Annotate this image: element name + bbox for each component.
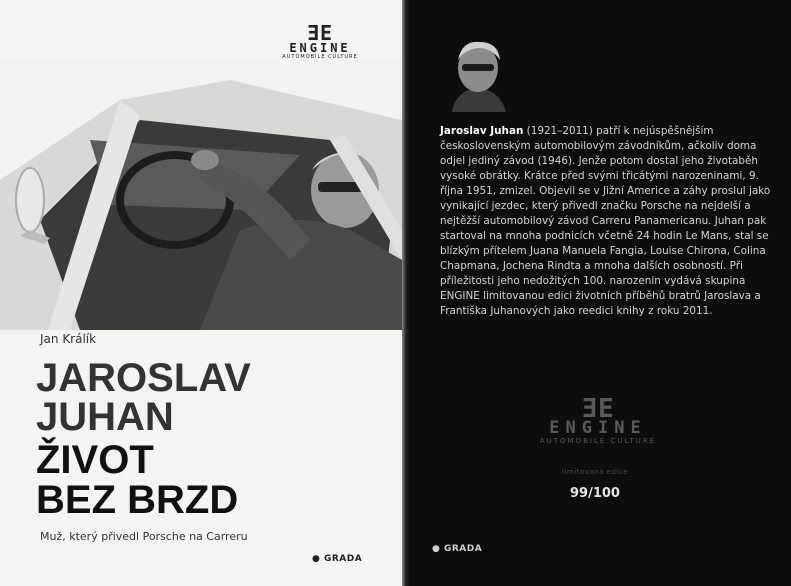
- author-name: Jan Králík: [40, 332, 97, 346]
- engine-sub: AUTOMOBILE CULTURE: [539, 437, 657, 445]
- grada-logo-back: ● GRADA: [432, 544, 483, 554]
- bio-text: (1921–2011) patří k nejúspěšnějším československým automobilovým závodníkům, ačkoliv doma odjel jediný závod (1946). Jenže potom dostal jeho životaběh vysoké obrátky. Krátce před svými třicátými narozeninami, 9. října 1951, zmizel. Objevil se v Jižní Americe a záhy proslul jako vynikající jezdec, který přivedl značku Porsche na nejdelší a nejtěžší automobilový závod Carreru Panamericanu. Juhan pak startoval na mnoha podnicích včetně 24 hodin Le Mans, stal se blízkým přítelem Juana Manuela Fangia, Louise Chirona, Colina Chapmana, Jochena Rindta a mnoha dalších osobností. Při příležitosti jeho nedožitých 100. narozenin vydává skupina ENGINE limitovanou edici životních příběhů bratrů Jaroslava a Františka Juhanových jako reedici knihy z roku 2011.: [440, 125, 771, 317]
- title-line-4: BEZ BRZD: [36, 478, 239, 522]
- grada-logo-front: ● GRADA: [312, 554, 363, 564]
- title-line-3: ŽIVOT: [36, 438, 154, 482]
- engine-mark: ƎE: [306, 21, 334, 45]
- bio-paragraph: [440, 124, 780, 319]
- engine-logo-front: [270, 21, 370, 61]
- engine-logo-back: [508, 394, 688, 446]
- subtitle: Muž, který přivedl Porsche na Carreru: [40, 530, 248, 543]
- title-line-2: JUHAN: [36, 395, 174, 439]
- engine-word: ENGINE: [549, 418, 647, 438]
- engine-word: ENGINE: [289, 41, 351, 55]
- title-line-1: JAROSLAV: [36, 356, 251, 400]
- edition-label: limitovaná edice: [562, 468, 628, 476]
- cover-photo: [0, 60, 402, 330]
- back-cover: [410, 0, 791, 586]
- author-portrait: [442, 32, 514, 112]
- edition-number: 99/100: [570, 486, 620, 501]
- engine-mark: ƎE: [581, 394, 615, 424]
- spine: [402, 0, 410, 586]
- bio-name: Jaroslav Juhan: [440, 125, 524, 137]
- engine-sub: AUTOMOBILE CULTURE: [282, 54, 358, 60]
